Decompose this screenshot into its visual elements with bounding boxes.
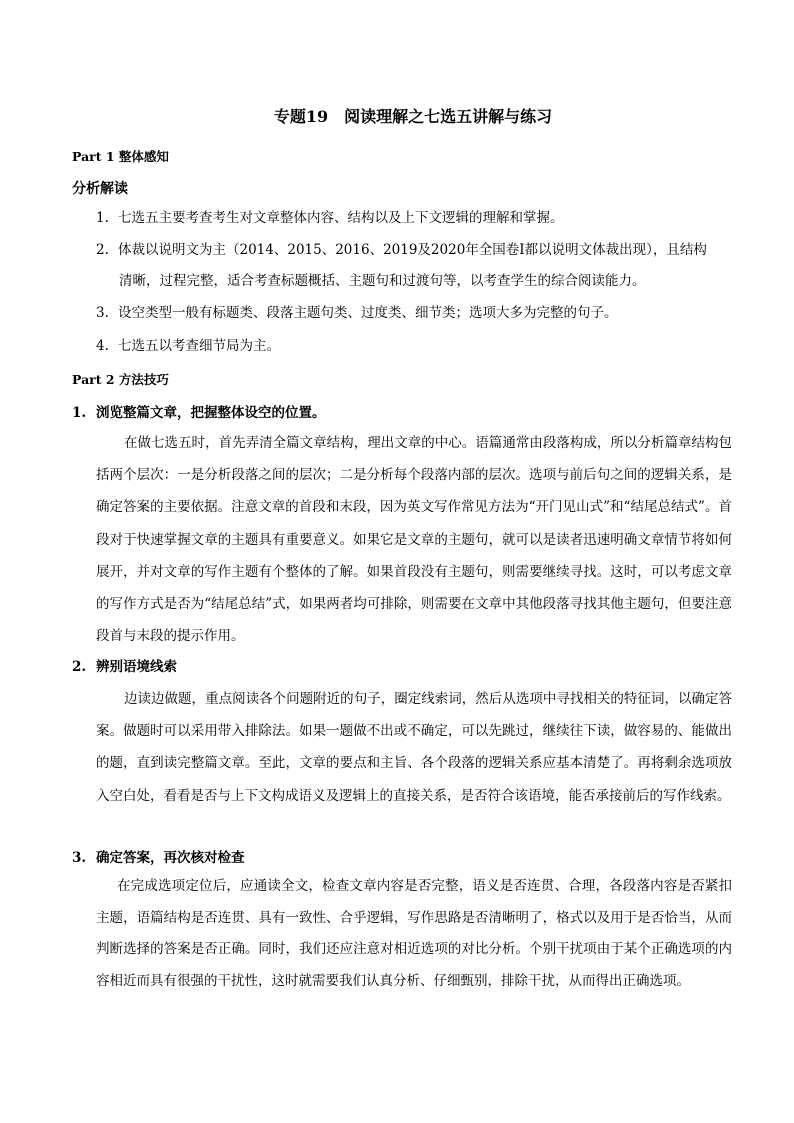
- list-item-text: 七选五主要考查考生对文章整体内容、结构以及上下文逻辑的理解和掌握。: [118, 210, 564, 226]
- part2-heading: Part 2 方法技巧: [72, 372, 169, 387]
- page-title: 专题19 阅读理解之七选五讲解与练习: [273, 107, 553, 126]
- list-item-number: 3.: [96, 305, 109, 321]
- list-item-number: 1.: [96, 210, 109, 226]
- list-item: [96, 203, 731, 234]
- section-heading: [72, 655, 177, 675]
- section-body: 边读边做题，重点阅读各个问题附近的句子，圈定线索词，然后从选项中寻找相关的特征词，以确定答案。做题时可以采用带入排除法。如果一题做不出或不确定，可以先跳过，继续往下读，做容易的、能做出的题，直到读完整篇文章。至此，文章的要点和主旨、各个段落的逻辑关系应基本清楚了。再将剩余选项放入空白处，看看是否与上下文构成语义及逻辑上的直接关系，是否符合该语境，能否承接前后的写作线索。: [96, 691, 732, 804]
- list-item: [96, 331, 731, 362]
- list-item-text: 七选五以考查细节局为主。: [118, 338, 280, 354]
- section-body: 在完成选项定位后，应通读全文，检查文章内容是否完整，语义是否连贯、合理，各段落内容是否紧扣主题，语篇结构是否连贯、具有一致性、合乎逻辑，写作思路是否清晰明了，格式以及用于是否恰当，从而判断选择的答案是否正确。同时，我们还应注意对相近选项的对比分析。个别干扰项由于某个正确选项的内容相近而具有很强的干扰性，这时就需要我们认真分析、仔细甄别，排除干扰，从而得出正确选项。: [96, 878, 732, 989]
- list-item: [96, 235, 731, 266]
- section-number: 3.: [72, 850, 87, 866]
- section-title: 浏览整篇文章，把握整体设空的位置。: [96, 405, 326, 421]
- section-heading: [72, 401, 326, 421]
- part1-subheading: 分析解读: [72, 181, 128, 197]
- section-title: 辨别语境线索: [96, 659, 177, 675]
- section-heading: [72, 846, 245, 866]
- list-item-number: 2.: [96, 242, 109, 258]
- list-item: [96, 298, 731, 329]
- list-item-number: 4.: [96, 338, 109, 354]
- list-item-text: 体裁以说明文为主（2014、2015、2016、2019及2020年全国卷Ⅰ都以说明文体裁出现），且结构: [118, 242, 707, 258]
- list-item-continuation: 清晰，过程完整，适合考查标题概括、主题句和过渡句等，以考查学生的综合阅读能力。: [119, 273, 646, 289]
- section-body: 在做七选五时，首先弄清全篇文章结构，理出文章的中心。语篇通常由段落构成，所以分析篇章结构包括两个层次：一是分析段落之间的层次；二是分析每个段落内部的层次。选项与前后句之间的逻辑关系，是确定答案的主要依据。注意文章的首段和末段，因为英文写作常见方法为“开门见山式”和“结尾总结式”。首段对于快速掌握文章的主题具有重要意义。如果它是文章的主题句，就可以是读者迅速明确文章情节将如何展开，并对文章的写作主题有个整体的了解。如果首段没有主题句，则需要继续寻找。这时，可以考虑文章的写作方式是否为“结尾总结”式，如果两者均可排除，则需要在文章中其他段落寻找其他主题句，但要注意段首与末段的提示作用。: [96, 435, 732, 645]
- section-number: 2.: [72, 659, 87, 675]
- section-number: 1.: [72, 405, 87, 421]
- part1-heading: Part 1 整体感知: [72, 149, 169, 164]
- section-title: 确定答案，再次核对检查: [96, 850, 245, 866]
- list-item-text: 设空类型一般有标题类、段落主题句类、过度类、细节类；选项大多为完整的句子。: [118, 305, 618, 321]
